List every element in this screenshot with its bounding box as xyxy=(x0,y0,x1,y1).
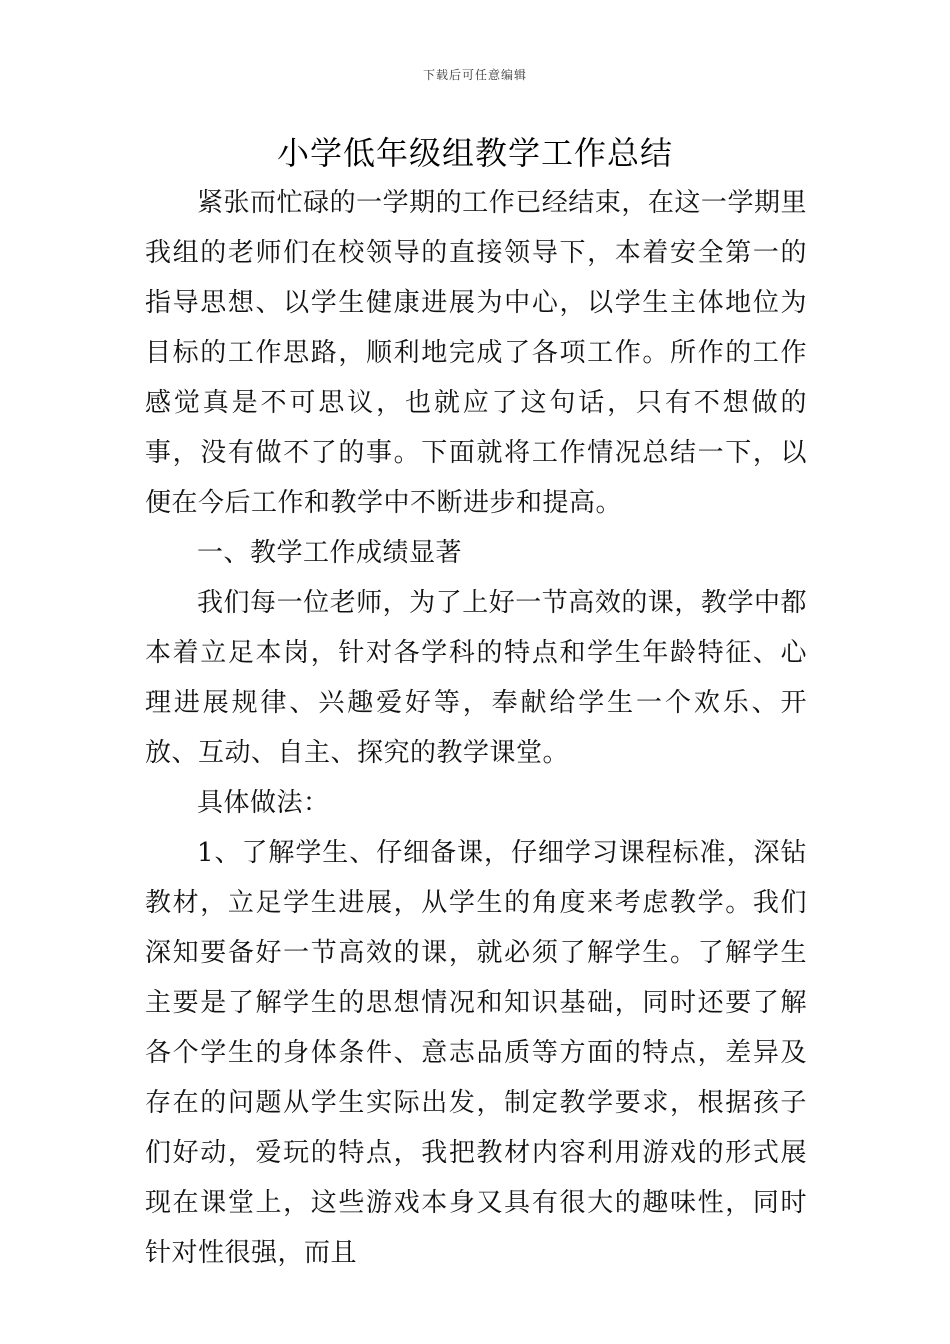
paragraph-teaching: 我们每一位老师，为了上好一节高效的课，教学中都本着立足本岗，针对各学科的特点和学生年龄特征、心理进展规律、兴趣爱好等，奉献给学生一个欢乐、开放、互动、自主、探究的教学课堂。 xyxy=(145,588,807,768)
paragraph-intro: 紧张而忙碌的一学期的工作已经结束，在这一学期里我组的老师们在校领导的直接领导下，本着安全第一的指导思想、以学生健康进展为中心，以学生主体地位为目标的工作思路，顺利地完成了各项工作。所作的工作感觉真是不可思议，也就应了这句话，只有不想做的事，没有做不了的事。下面就将工作情况总结一下，以便在今后工作和教学中不断进步和提高。 xyxy=(145,188,807,518)
section-heading-teaching: 一、教学工作成绩显著 xyxy=(197,538,463,568)
paragraph-method-1: 1、了解学生、仔细备课，仔细学习课程标准，深钻教材，立足学生进展，从学生的角度来考虑教学。我们深知要备好一节高效的课，就必须了解学生。了解学生主要是了解学生的思想情况和知识基础，同时还要了解各个学生的身体条件、意志品质等方面的特点，差异及存在的问题从学生实际出发，制定教学要求，根据孩子们好动，爱玩的特点，我把教材内容利用游戏的形式展现在课堂上，这些游戏本身又具有很大的趣味性，同时针对性很强，而且 xyxy=(145,838,807,1268)
header-note: 下载后可任意编辑 xyxy=(422,68,527,82)
document-title: 小学低年级组教学工作总结 xyxy=(276,134,673,172)
document-body xyxy=(145,178,807,1278)
subheading-methods: 具体做法： xyxy=(197,788,330,818)
